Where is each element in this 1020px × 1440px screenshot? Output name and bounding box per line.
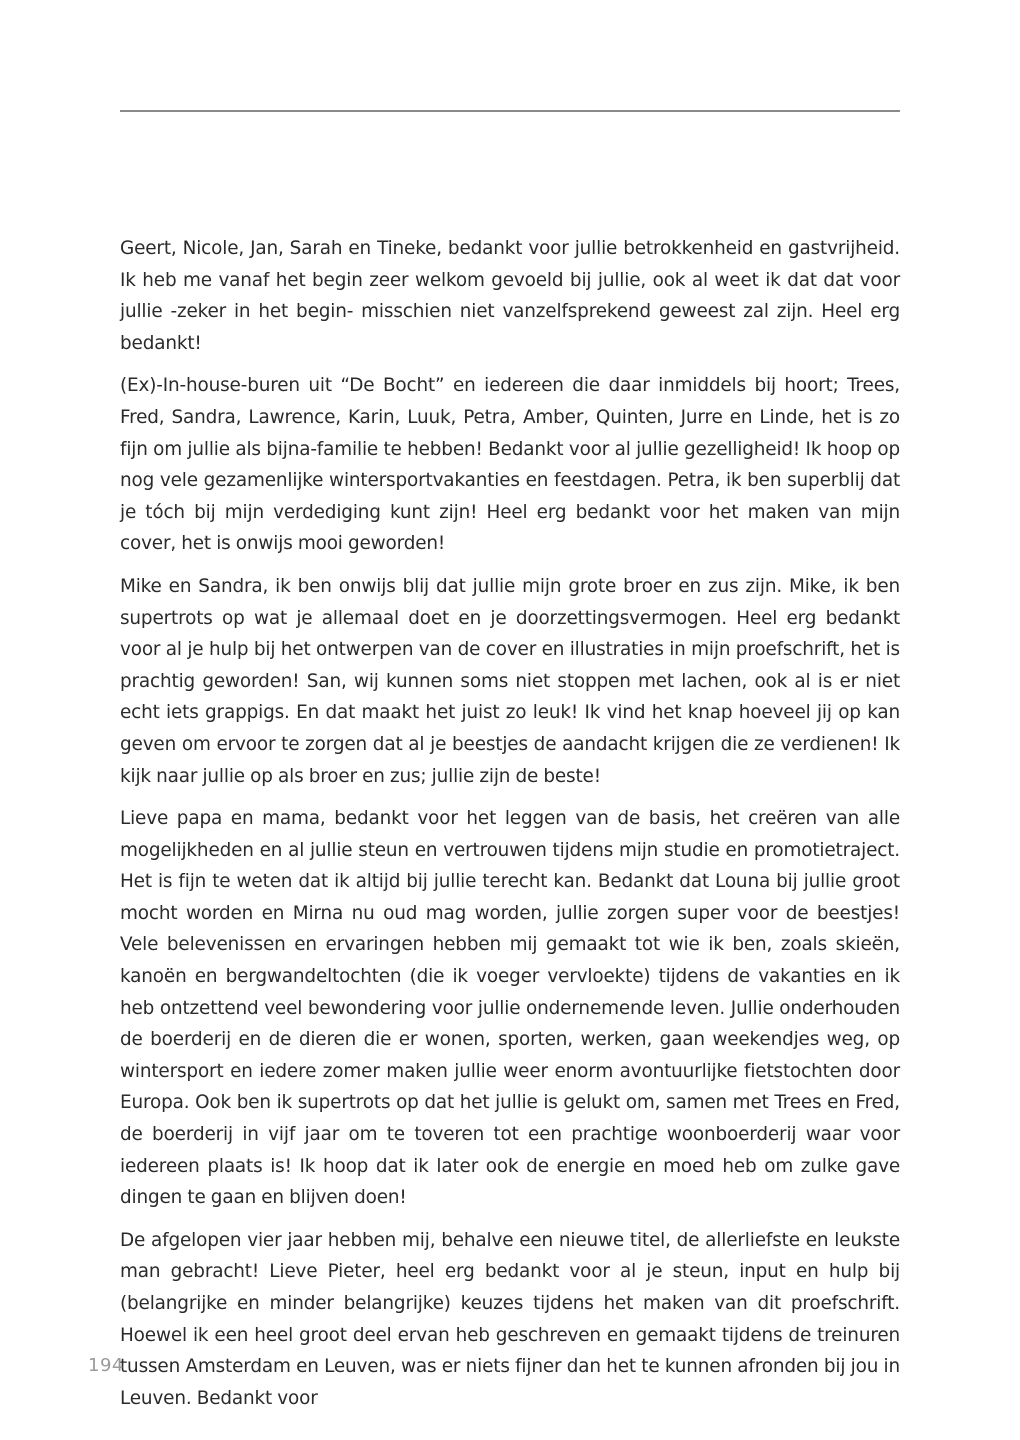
paragraph-in-laws: Geert, Nicole, Jan, Sarah en Tineke, bedankt voor jullie betrokkenheid en gastvrijheid. Ik heb me vanaf het begin zeer welkom gevoeld bij jullie, ook al weet ik dat dat voor jullie -zeker in het begin- misschien niet vanzelfsprekend geweest zal zijn. Heel erg bedankt! (120, 238, 900, 354)
page-number: 194 (88, 1355, 124, 1376)
body-text (120, 233, 900, 1425)
paragraph-partner: De afgelopen vier jaar hebben mij, behalve een nieuwe titel, de allerliefste en leukste man gebracht! Lieve Pieter, heel erg bedankt voor al je steun, input en hulp bij (belangrijke en minder belangrijke) keuzes tijdens het maken van dit proefschrift. Hoewel ik een heel groot deel ervan heb geschreven en gemaakt tijdens de treinuren tussen Amsterdam en Leuven, was er niets fijner dan het te kunnen afronden bij jou in Leuven. Bedankt voor (120, 1229, 900, 1409)
paragraph-neighbours: (Ex)-In-house-buren uit “De Bocht” en iedereen die daar inmiddels bij hoort; Trees, Fred, Sandra, Lawrence, Karin, Luuk, Petra, Amber, Quinten, Jurre en Linde, het is zo fijn om jullie als bijna-familie te hebben! Bedankt voor al jullie gezelligheid! Ik hoop op nog vele gezamenlijke wintersportvakanties en feestdagen. Petra, ik ben superblij dat je tóch bij mijn verdediging kunt zijn! Heel erg bedankt voor het maken van mijn cover, het is onwijs mooi geworden! (120, 375, 900, 555)
paragraph-siblings: Mike en Sandra, ik ben onwijs blij dat jullie mijn grote broer en zus zijn. Mike, ik ben supertrots op wat je allemaal doet en je doorzettingsvermogen. Heel erg bedankt voor al je hulp bij het ontwerpen van de cover en illustraties in mijn proefschrift, het is prachtig geworden! San, wij kunnen soms niet stoppen met lachen, ook al is er niet echt iets grappigs. En dat maakt het juist zo leuk! Ik vind het knap hoeveel jij op kan geven om ervoor te zorgen dat al je beestjes de aandacht krijgen die ze verdienen! Ik kijk naar jullie op als broer en zus; jullie zijn de beste! (120, 575, 900, 787)
header-rule (120, 110, 900, 112)
paragraph-parents: Lieve papa en mama, bedankt voor het leggen van de basis, het creëren van alle mogelijkheden en al jullie steun en vertrouwen tijdens mijn studie en promotietraject. Het is fijn te weten dat ik altijd bij jullie terecht kan. Bedankt dat Louna bij jullie groot mocht worden en Mirna nu oud mag worden, jullie zorgen super voor de beestjes! Vele belevenissen en ervaringen hebben mij gemaakt tot wie ik ben, zoals skieën, kanoën en bergwandeltochten (die ik voeger vervloekte) tijdens de vakanties en ik heb ontzettend veel bewondering voor jullie ondernemende leven. Jullie onderhouden de boerderij en de dieren die er wonen, sporten, werken, gaan weekendjes weg, op wintersport en iedere zomer maken jullie weer enorm avontuurlijke fietstochten door Europa. Ook ben ik supertrots op dat het jullie is gelukt om, samen met Trees en Fred, de boerderij in vijf jaar om te toveren tot een prachtige woonboerderij waar voor iedereen plaats is! Ik hoop dat ik later ook de energie en moed heb om zulke gave dingen te gaan en blijven doen! (120, 808, 900, 1209)
